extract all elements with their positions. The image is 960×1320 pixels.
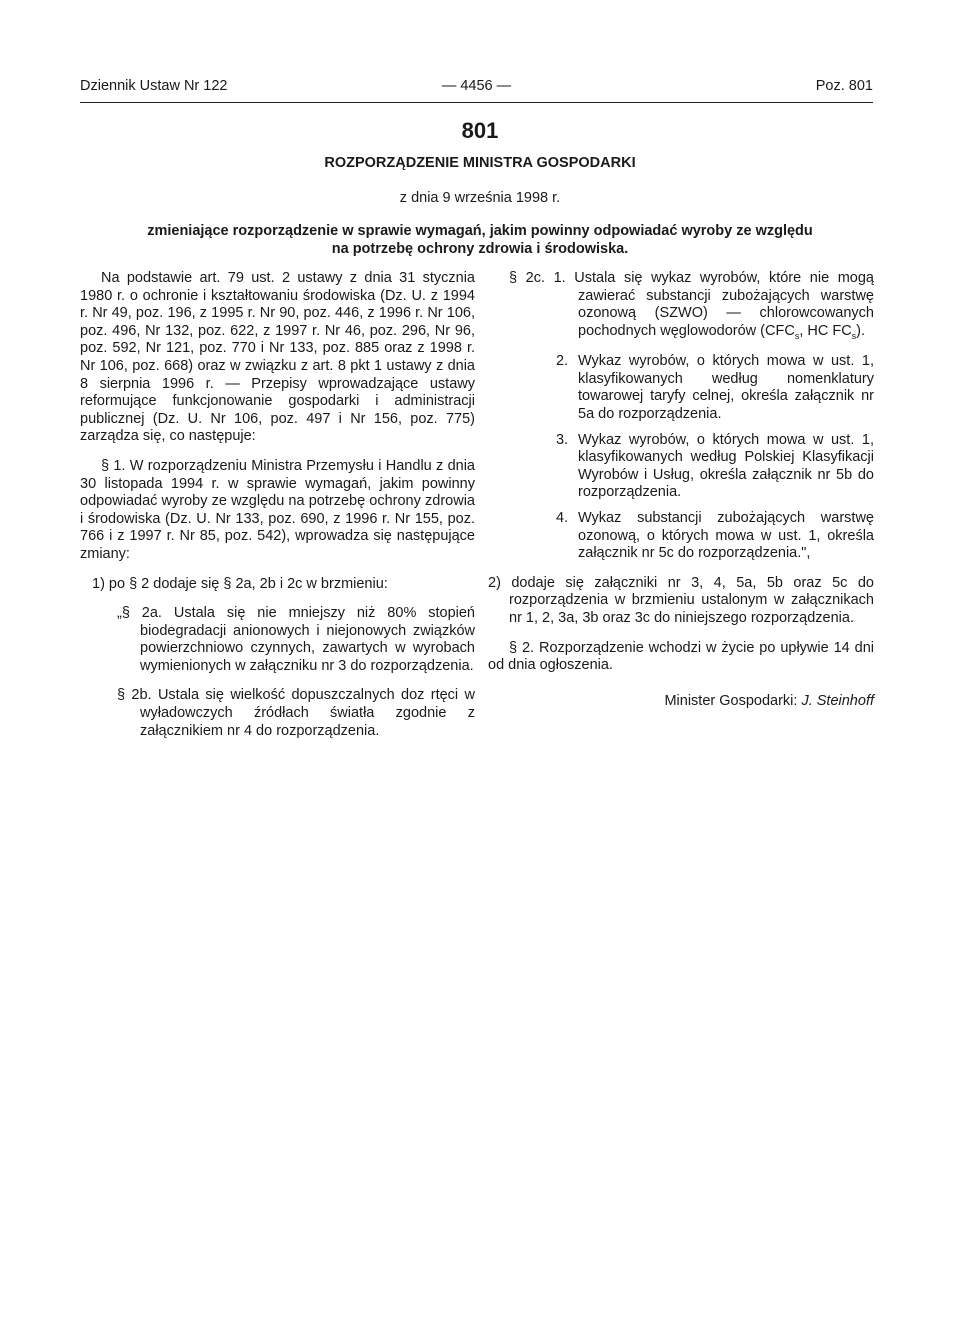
signature-name: J. Steinhoff: [801, 692, 874, 709]
paragraph-2: § 2. Rozporządzenie wchodzi w życie po upływie 14 dni od dnia ogłoszenia.: [488, 639, 874, 674]
paragraph-2c-item-3: [488, 432, 874, 502]
item-number: 4.: [556, 510, 569, 527]
page-number: — 4456 —: [441, 78, 512, 94]
page-header: [80, 78, 873, 103]
left-column: [80, 270, 475, 740]
amendment-1: 1) po § 2 dodaje się § 2a, 2b i 2c w brzmieniu:: [92, 575, 388, 592]
journal-name: Dziennik Ustaw Nr 122: [80, 78, 228, 94]
subscript-s-2: s: [851, 330, 857, 341]
item-number: 3.: [556, 431, 569, 448]
paragraph-2c-lead: § 2c. 1. Ustala się wykaz wyrobów, które nie mogą zawierać substancji zubożających warstwę ozonową (SZWO) — chlorowcowanych pochodnych węglowodorów (CFC: [509, 270, 874, 339]
paragraph-2c-item-2: [488, 353, 874, 423]
paragraph-2c-end: ).: [856, 322, 866, 339]
signature-role: Minister Gospodarki:: [664, 692, 802, 709]
subscript-s-1: s: [794, 330, 800, 341]
right-column: [488, 270, 874, 710]
amendment-2: 2) dodaje się załączniki nr 3, 4, 5a, 5b oraz 5c do rozporządzenia w brzmieniu ustalonym w załącznikach nr 1, 2, 3a, 3b oraz 3c do niniejszego rozporządzenia.: [488, 574, 874, 626]
subject-line-1: zmieniające rozporządzenie w sprawie wymagań, jakim powinny odpowiadać wyroby ze względu: [147, 223, 813, 239]
paragraph-2a: „§ 2a. Ustala się nie mniejszy niż 80% stopień biodegradacji anionowych i niejonowych związków powierzchniowo czynnych, zawartych w wyrobach wymienionych w załączniku nr 3 do rozporządzenia.: [117, 605, 475, 674]
document-number: 801: [461, 118, 499, 143]
preamble: Na podstawie art. 79 ust. 2 ustawy z dnia 31 stycznia 1980 r. o ochronie i kształtowaniu środowiska (Dz. U. z 1994 r. Nr 49, poz. 196, z 1995 r. Nr 90, poz. 446, z 1996 r. Nr 106, poz. 496, Nr 132, poz. 622, z 1997 r. Nr 46, poz. 296, Nr 96, poz. 592, Nr 121, poz. 770 i Nr 133, poz. 885 oraz z 1998 r. Nr 106, poz. 668) oraz w związku z art. 8 pkt 1 ustawy z dnia 8 sierpnia 1996 r. — Przepisy wprowadzające ustawy reformujące funkcjonowanie gospodarki i administracji publicznej (Dz. U. Nr 106, poz. 497 i Nr 156, poz. 775) zarządza się, co następuje:: [80, 270, 475, 445]
item-text: Wykaz substancji zubożających warstwę ozonową, o których mowa w ust. 1, określa załącznik nr 5c do rozporządzenia.",: [578, 510, 874, 562]
subject-line-2: na potrzebę ochrony zdrowia i środowiska.: [331, 241, 629, 257]
paragraph-2b: § 2b. Ustala się wielkość dopuszczalnych doz rtęci w wyładowczych źródłach światła zgodnie z załącznikiem nr 4 do rozporządzenia.: [117, 687, 475, 739]
paragraph-2c-mid: , HC FC: [799, 322, 852, 339]
item-number: 2.: [556, 353, 569, 370]
item-text: Wykaz wyrobów, o których mowa w ust. 1, klasyfikowanych według Polskiej Klasyfikacji Wyrobów i Usług, określa załącznik nr 5b do rozporządzenia.: [578, 431, 874, 501]
document-subject: [110, 222, 850, 258]
document-date: z dnia 9 września 1998 r.: [399, 190, 561, 206]
item-text: Wykaz wyrobów, o których mowa w ust. 1, klasyfikowanych według nomenklatury towarowej taryfy celnej, określa załącznik nr 5a do rozporządzenia.: [578, 353, 874, 423]
signature: [488, 693, 874, 711]
paragraph-2c-1: [488, 270, 874, 345]
paragraph-2c-item-4: [488, 510, 874, 563]
position-number: Poz. 801: [815, 78, 873, 94]
document-title: ROZPORZĄDZENIE MINISTRA GOSPODARKI: [324, 155, 636, 171]
paragraph-1: § 1. W rozporządzeniu Ministra Przemysłu i Handlu z dnia 30 listopada 1994 r. w sprawie wymagań, jakim powinny odpowiadać wyroby ze względu na potrzebę ochrony zdrowia i środowiska (Dz. U. Nr 133, poz. 690, z 1996 r. Nr 155, poz. 766 i z 1997 r. Nr 85, poz. 542), wprowadza się następujące zmiany:: [80, 457, 475, 562]
